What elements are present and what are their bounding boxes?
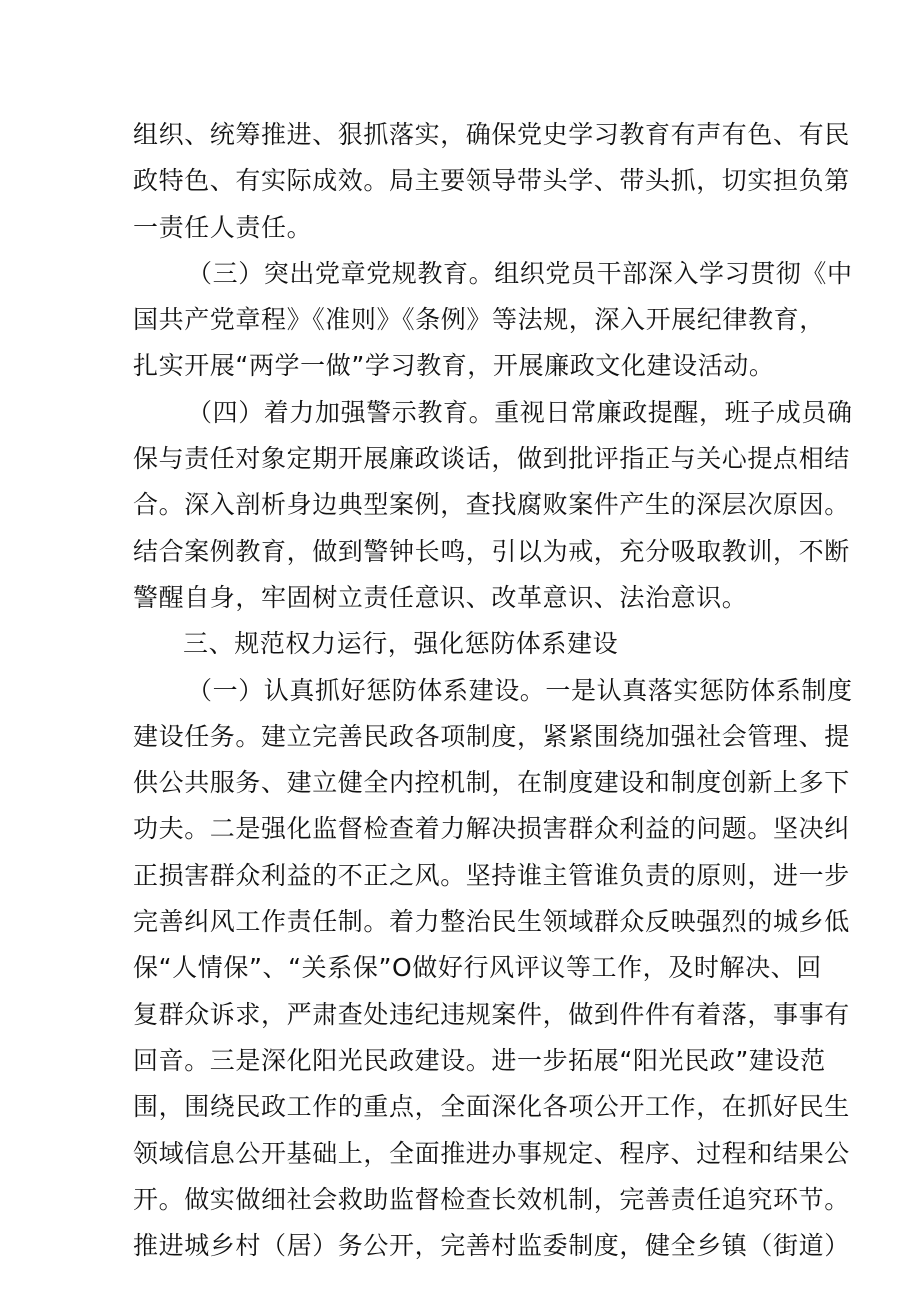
text-line: 警醒自身，牢固树立责任意识、改革意识、法治意识。 xyxy=(133,582,748,612)
text-line: 围，围绕民政工作的重点，全面深化各项公开工作，在抓好民生 xyxy=(133,1092,850,1122)
text-line: 合。深入剖析身边典型案例，查找腐败案件产生的深层次原因。 xyxy=(133,490,850,520)
text-line: 完善纠风工作责任制。着力整治民生领域群众反映强烈的城乡低 xyxy=(133,907,850,937)
text-line: 国共产党章程》《准则》《条例》等法规，深入开展纪律教育， xyxy=(133,305,825,335)
text-line: 组织、统筹推进、狠抓落实，确保党史学习教育有声有色、有民 xyxy=(133,120,850,149)
text-line: 结合案例教育，做到警钟长鸣，引以为戒，充分吸取教训，不断 xyxy=(133,536,850,566)
section-heading: 三、规范权力运行，强化惩防体系建设 xyxy=(183,629,619,659)
text-line: 功夫。二是强化监督检查着力解决损害群众利益的问题。坚决纠 xyxy=(133,814,850,844)
text-line: 领域信息公开基础上，全面推进办事规定、程序、过程和结果公 xyxy=(133,1138,850,1168)
text-line: 保“人情保”、“关系保”O做好行风评议等工作，及时解决、回 xyxy=(133,953,822,983)
text-line: 回音。三是深化阳光民政建设。进一步拓展“阳光民政”建设范 xyxy=(133,1045,826,1075)
subsection-heading-line: （一）认真抓好惩防体系建设。一是认真落实惩防体系制度 xyxy=(187,675,853,705)
text-line: 保与责任对象定期开展廉政谈话，做到批评指正与关心提点相结 xyxy=(133,444,850,474)
text-line: 正损害群众利益的不正之风。坚持谁主管谁负责的原则，进一步 xyxy=(133,860,850,890)
text-line: 一责任人责任。 xyxy=(133,212,313,242)
text-line: 建设任务。建立完善民政各项制度，紧紧围绕加强社会管理、提 xyxy=(133,721,850,751)
document-body xyxy=(133,112,853,1269)
subsection-heading-line: （四）着力加强警示教育。重视日常廉政提醒，班子成员确 xyxy=(187,397,853,427)
subsection-heading-line: （三）突出党章党规教育。组织党员干部深入学习贯彻《中 xyxy=(187,258,853,288)
text-line: 复群众诉求，严肃查处违纪违规案件，做到件件有着落，事事有 xyxy=(133,999,850,1029)
text-line: 开。做实做细社会救助监督检查长效机制，完善责任追究环节。 xyxy=(133,1184,850,1214)
text-line: 政特色、有实际成效。局主要领导带头学、带头抓，切实担负第 xyxy=(133,166,850,196)
text-line: 供公共服务、建立健全内控机制，在制度建设和制度创新上多下 xyxy=(133,768,850,798)
text-line: 扎实开展“两学一做”学习教育，开展廉政文化建设活动。 xyxy=(133,351,775,381)
text-line: 推进城乡村（居）务公开，完善村监委制度，健全乡镇（街道） xyxy=(133,1231,850,1261)
